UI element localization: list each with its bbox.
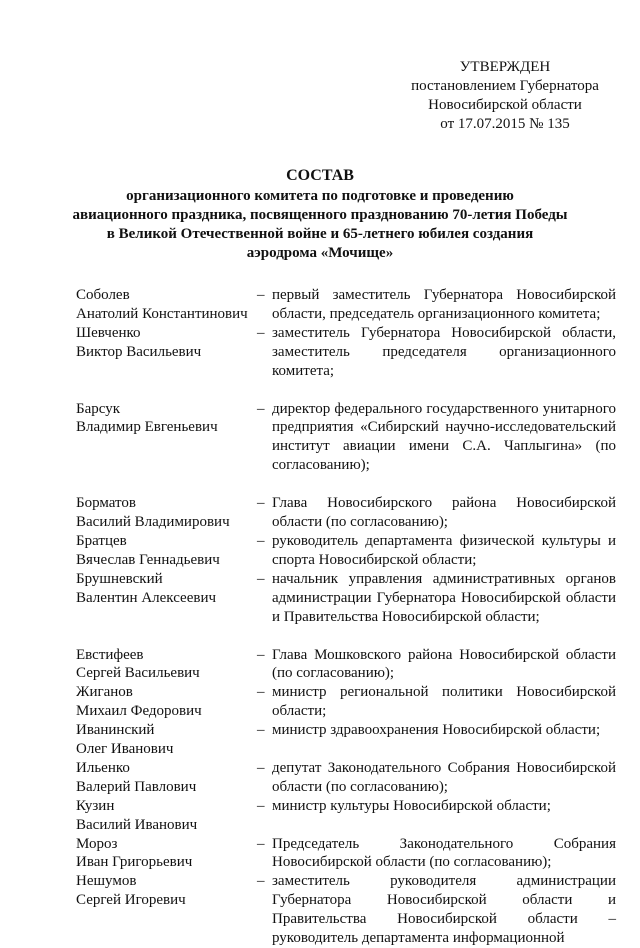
member-role: Глава Новосибирского района Новосибирской области (по согласованию);	[272, 495, 616, 531]
heading-line-2: авиационного праздника, посвященного празднованию 70-летия Победы	[72, 207, 568, 223]
heading-title: СОСТАВ	[286, 167, 354, 184]
approved-line-1: постановлением Губернатора	[411, 78, 599, 94]
member-dash: –	[257, 532, 265, 549]
member-dash: –	[257, 495, 265, 512]
heading-line-1: организационного комитета по подготовке и проведению	[126, 188, 514, 204]
member-given-name: Олег Иванович	[76, 741, 174, 758]
member-list	[76, 286, 616, 948]
member-given-name: Анатолий Константинович	[76, 305, 248, 322]
member-row	[76, 570, 616, 627]
member-role: начальник управления административных органов администрации Губернатора Новосибирской области и Правительства Новосибирской области;	[272, 570, 616, 625]
member-surname: Жиганов	[76, 684, 133, 701]
approved-line-3: от 17.07.2015 № 135	[440, 116, 570, 132]
member-surname: Нешумов	[76, 873, 137, 890]
member-role: депутат Законодательного Собрания Новосибирской области (по согласованию);	[272, 759, 616, 795]
member-dash: –	[257, 873, 265, 890]
member-surname: Иванинский	[76, 722, 155, 739]
member-name	[76, 835, 257, 873]
member-surname: Ильенко	[76, 759, 130, 776]
member-given-name: Сергей Игоревич	[76, 892, 186, 909]
member-given-name: Вячеслав Геннадьевич	[76, 551, 220, 568]
member-row	[76, 797, 616, 835]
member-role: Председатель Законодательного Собрания Новосибирской области (по согласованию);	[272, 835, 616, 871]
member-surname: Братцев	[76, 532, 127, 549]
heading-line-3: в Великой Отечественной войне и 65-летнего юбилея создания	[106, 226, 534, 242]
member-role: министр здравоохранения Новосибирской области;	[272, 722, 601, 739]
document-heading	[40, 166, 600, 263]
member-given-name: Владимир Евгеньевич	[76, 419, 218, 436]
member-name	[76, 532, 257, 570]
member-row	[76, 646, 616, 684]
member-row	[76, 400, 616, 476]
member-role: заместитель Губернатора Новосибирской области, заместитель председателя организационного комитета;	[272, 324, 616, 379]
member-name	[76, 872, 257, 948]
spacer	[76, 475, 616, 494]
member-name	[76, 494, 257, 532]
member-name	[76, 324, 257, 381]
member-row	[76, 721, 616, 759]
member-given-name: Валентин Алексеевич	[76, 589, 217, 606]
approval-stamp	[400, 58, 610, 134]
member-role: первый заместитель Губернатора Новосибирской области, председатель организационного комитета;	[272, 287, 616, 322]
member-row	[76, 872, 616, 948]
member-row	[76, 532, 616, 570]
member-surname: Мороз	[76, 835, 118, 852]
member-dash: –	[257, 570, 265, 587]
member-surname: Борматов	[76, 495, 136, 512]
member-given-name: Василий Иванович	[76, 816, 198, 833]
member-dash: –	[257, 400, 265, 417]
member-name	[76, 683, 257, 721]
member-dash: –	[257, 684, 265, 701]
member-row	[76, 494, 616, 532]
member-name	[76, 721, 257, 759]
member-name	[76, 400, 257, 476]
member-given-name: Василий Владимирович	[76, 514, 230, 531]
member-name	[76, 286, 257, 324]
member-surname: Барсук	[76, 400, 121, 417]
member-surname: Кузин	[76, 797, 115, 814]
member-name	[76, 759, 257, 797]
member-role: Глава Мошковского района Новосибирской области (по согласованию);	[272, 646, 616, 682]
member-given-name: Виктор Васильевич	[76, 343, 202, 360]
member-name	[76, 797, 257, 835]
member-dash: –	[257, 722, 265, 739]
member-dash: –	[257, 646, 265, 663]
member-dash: –	[257, 287, 265, 303]
member-row	[76, 683, 616, 721]
member-given-name: Иван Григорьевич	[76, 854, 193, 871]
spacer	[76, 627, 616, 646]
member-name	[76, 570, 257, 627]
approved-line-2: Новосибирской области	[428, 97, 582, 113]
member-dash: –	[257, 797, 265, 814]
member-dash: –	[257, 324, 265, 341]
spacer	[76, 381, 616, 400]
member-dash: –	[257, 835, 265, 852]
member-row	[76, 759, 616, 797]
heading-line-4: аэродрома «Мочище»	[246, 245, 394, 261]
member-row	[76, 286, 616, 324]
member-role: министр региональной политики Новосибирской области;	[272, 684, 616, 720]
member-surname: Брушневский	[76, 570, 163, 587]
member-surname: Шевченко	[76, 324, 141, 341]
member-role: министр культуры Новосибирской области;	[272, 797, 551, 814]
approved-title: УТВЕРЖДЕН	[459, 59, 551, 75]
member-given-name: Сергей Васильевич	[76, 665, 200, 682]
member-name	[76, 646, 257, 684]
member-given-name: Михаил Федорович	[76, 703, 202, 720]
member-role: директор федерального государственного унитарного предприятия «Сибирский научно-исследовательский институт авиации имени С.А. Чаплыгина» (по согласованию);	[272, 400, 616, 474]
member-surname: Евстифеев	[76, 646, 144, 663]
member-given-name: Валерий Павлович	[76, 778, 197, 795]
member-role: руководитель департамента физической культуры и спорта Новосибирской области;	[272, 532, 616, 568]
member-role: заместитель руководителя администрации Губернатора Новосибирской области и Правительства Новосибирской области – руководитель департамента информационной	[272, 873, 616, 947]
member-surname: Соболев	[76, 287, 130, 303]
member-row	[76, 835, 616, 873]
member-dash: –	[257, 759, 265, 776]
member-row	[76, 324, 616, 381]
